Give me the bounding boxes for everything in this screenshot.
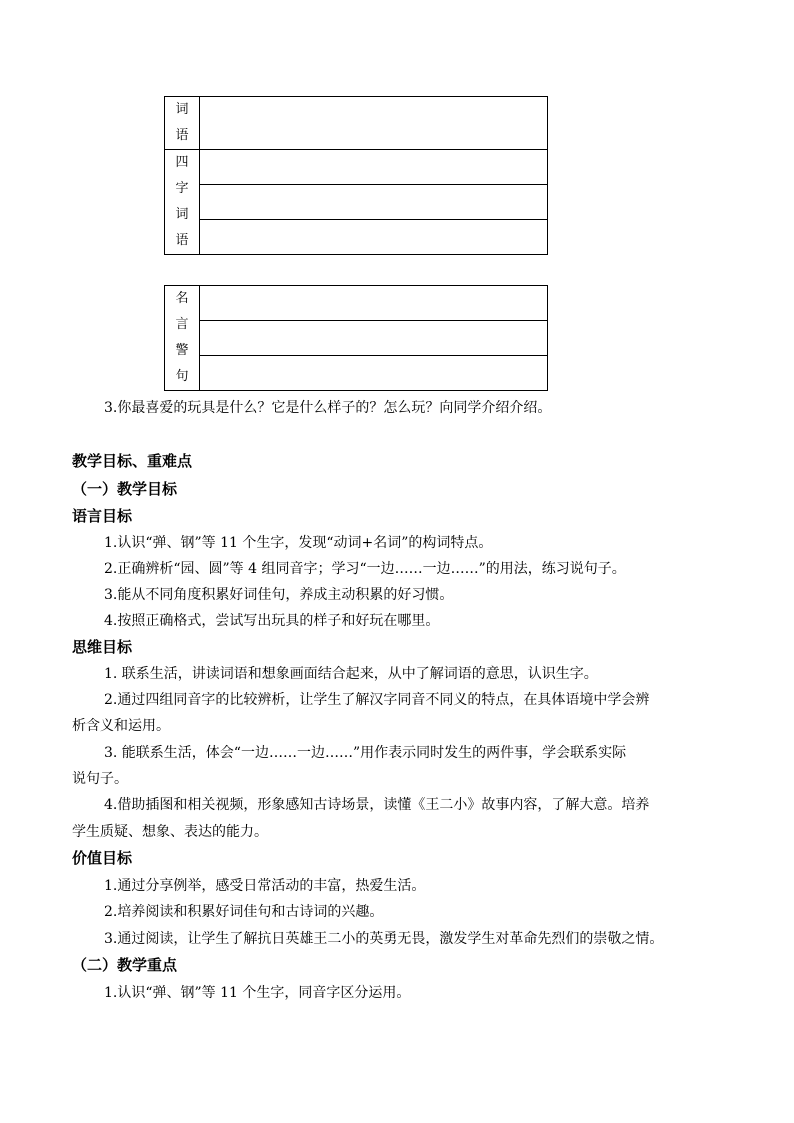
four-char-cell-2[interactable] [200, 185, 548, 220]
language-goal-1: 1.认识“弹、钢”等 11 个生字，发现“动词+名词”的构词特点。 [104, 535, 493, 551]
language-goal-3: 3.能从不同角度积累好词佳句，养成主动积累的好习惯。 [104, 587, 454, 603]
question-3: 3.你最喜爱的玩具是什么？它是什么样子的？怎么玩？向同学介绍介绍。 [104, 400, 552, 416]
label-four-char-words: 四 字 词 语 [165, 150, 200, 255]
quote-cell-2[interactable] [200, 321, 548, 356]
quote-cell-3[interactable] [200, 356, 548, 391]
label-words: 词 语 [165, 97, 200, 150]
words-cell[interactable] [200, 97, 548, 150]
subsection-teaching-goals: （一）教学目标 [72, 480, 178, 498]
value-goal-2: 2.培养阅读和积累好词佳句和古诗词的兴趣。 [104, 904, 384, 920]
quotes-table [164, 285, 548, 391]
four-char-cell-3[interactable] [200, 220, 548, 255]
four-char-cell-1[interactable] [200, 150, 548, 185]
key-point-1: 1.认识“弹、钢”等 11 个生字，同音字区分运用。 [104, 985, 411, 1001]
thinking-goal-3: 3. 能联系生活，体会“一边……一边……”用作表示同时发生的两件事，学会联系实际 [104, 745, 627, 761]
thinking-goal-4-cont: 学生质疑、想象、表达的能力。 [72, 824, 268, 840]
thinking-goals-heading: 思维目标 [72, 638, 133, 656]
section-title: 教学目标、重难点 [72, 452, 193, 470]
language-goals-heading: 语言目标 [72, 507, 133, 525]
quote-cell-1[interactable] [200, 286, 548, 321]
thinking-goal-1: 1. 联系生活，讲读词语和想象画面结合起来，从中了解词语的意思，认识生字。 [104, 666, 598, 682]
value-goals-heading: 价值目标 [72, 849, 133, 867]
thinking-goal-3-cont: 说句子。 [72, 771, 128, 787]
thinking-goal-2-cont: 析含义和运用。 [72, 718, 170, 734]
language-goal-2: 2.正确辨析“园、圆”等 4 组同音字；学习“一边……一边……”的用法，练习说句子。 [104, 561, 626, 577]
value-goal-1: 1.通过分享例举，感受日常活动的丰富，热爱生活。 [104, 878, 426, 894]
label-famous-quotes: 名 言 警 句 [165, 286, 200, 391]
subsection-teaching-focus: （二）教学重点 [72, 956, 178, 974]
thinking-goal-2: 2.通过四组同音字的比较辨析，让学生了解汉字同音不同义的特点，在具体语境中学会辨 [104, 692, 650, 708]
thinking-goal-4: 4.借助插图和相关视频，形象感知古诗场景，读懂《王二小》故事内容，了解大意。培养 [104, 797, 650, 813]
vocabulary-table [164, 96, 548, 255]
value-goal-3: 3.通过阅读，让学生了解抗日英雄王二小的英勇无畏，激发学生对革命先烈们的崇敬之情。 [104, 931, 664, 947]
language-goal-4: 4.按照正确格式，尝试写出玩具的样子和好玩在哪里。 [104, 613, 440, 629]
